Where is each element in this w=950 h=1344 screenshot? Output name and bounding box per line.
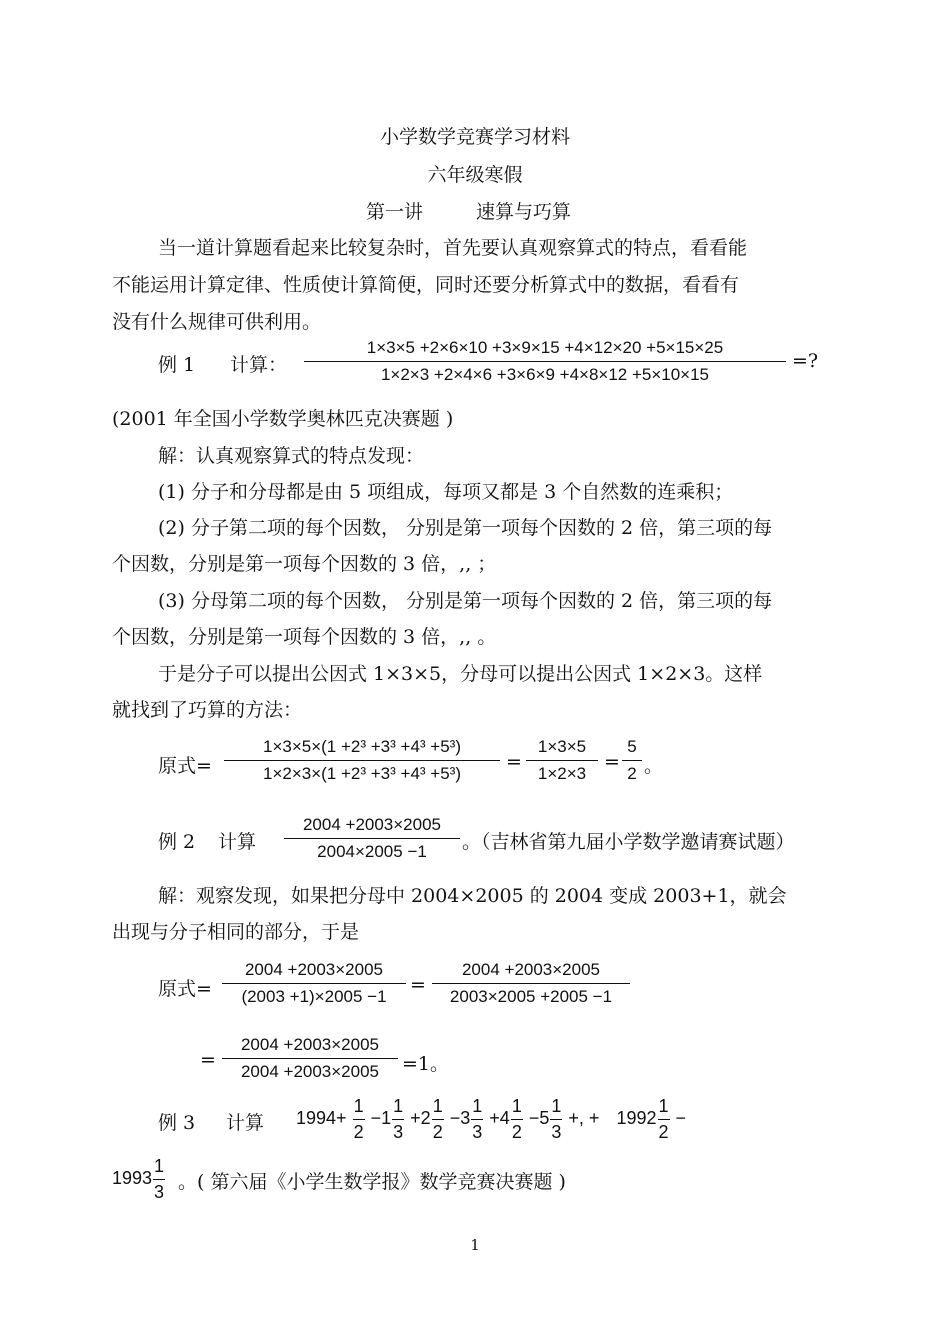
lecture-topic: 速算与巧算 — [476, 201, 572, 223]
term-text: −3 — [449, 1107, 471, 1128]
example-3-source: 。( 第六届《小学生数学报》数学竞赛决赛题 ) — [178, 1171, 566, 1193]
example-1-result-label: 原式= — [158, 755, 212, 777]
equals-sign: = — [604, 751, 620, 773]
example-1-denominator: 1×2×3 +2×4×6 +3×6×9 +4×8×12 +5×10×15 — [380, 365, 710, 384]
example-1-source: (2001 年全国小学数学奥林匹克决赛题 ) — [112, 408, 454, 430]
mixed-fraction: $\frac{1}{3}$ — [393, 1096, 404, 1142]
example-3-expression — [296, 1096, 686, 1142]
mixed-fraction: $\frac{1}{3}$ — [551, 1096, 562, 1142]
example-1-step-2 — [526, 737, 598, 784]
step-3-denominator: 2 — [627, 764, 637, 783]
example-1-point-1: (1) 分子和分母都是由 5 项组成，每项又都是 3 个自然数的连乘积； — [158, 481, 734, 503]
step-3-denominator: 2004 +2003×2005 — [240, 1062, 380, 1081]
equals-sign: = — [506, 751, 522, 773]
mixed-fraction: $\frac{1}{2}$ — [511, 1096, 522, 1142]
example-2-result: =1。 — [402, 1053, 450, 1075]
step-1-numerator: 2004 +2003×2005 — [244, 960, 384, 979]
term-text: +2 — [410, 1107, 431, 1128]
term-text: − — [675, 1107, 687, 1128]
example-1-conclusion-2: 就找到了巧算的方法： — [112, 699, 303, 721]
step-2-denominator: 2003×2005 +2005 −1 — [449, 987, 613, 1006]
term-text: −1 — [370, 1107, 392, 1128]
term-text: 1994+ — [296, 1107, 347, 1128]
example-1-question: =? — [792, 350, 819, 372]
example-2-fraction — [284, 815, 460, 862]
step-1-denominator: 1×2×3×(1 +2³ +3³ +4³ +5³) — [263, 764, 461, 783]
term-text: +4 — [489, 1107, 510, 1128]
example-1-fraction — [304, 338, 786, 385]
step-3-numerator: 5 — [627, 737, 637, 756]
example-2-step-3 — [222, 1035, 398, 1082]
term-text: −5 — [528, 1107, 550, 1128]
mixed-fraction: $\frac{1}{3}$ — [472, 1096, 483, 1142]
example-2-step-2 — [432, 960, 630, 1007]
example-3-expression-cont — [112, 1156, 166, 1202]
mixed-fraction: $\frac{1}{2}$ — [353, 1096, 364, 1142]
intro-line-3: 没有什么规律可供利用。 — [112, 311, 322, 333]
example-1-conclusion-1: 于是分子可以提出公因式 1×3×5，分母可以提出公因式 1×2×3。这样 — [158, 663, 763, 685]
document-subtitle: 六年级寒假 — [427, 164, 523, 186]
example-2-source: 。（吉林省第九届小学数学邀请赛试题） — [462, 831, 795, 853]
example-2-verb: 计算 — [218, 831, 257, 853]
example-1-numerator: 1×3×5 +2×6×10 +3×9×15 +4×12×20 +5×15×25 — [366, 338, 724, 357]
document-title: 小学数学竞赛学习材料 — [379, 126, 570, 148]
example-2-step-1 — [222, 960, 406, 1007]
mixed-fraction: $\frac{1}{2}$ — [658, 1096, 669, 1142]
term-text: 1993 — [112, 1167, 153, 1188]
example-1-point-3-cont: 个因数，分别是第一项每个因数的 3 倍，,, 。 — [112, 626, 497, 648]
example-2-denominator: 2004×2005 −1 — [317, 842, 427, 861]
step-2-numerator: 2004 +2003×2005 — [461, 960, 601, 979]
term-text: +, + — [568, 1107, 600, 1128]
mixed-fraction: $\frac{1}{2}$ — [432, 1096, 443, 1142]
example-2-solution-1: 解：观察发现，如果把分母中 2004×2005 的 2004 变成 2003+1，就会 — [158, 885, 787, 907]
intro-line-1: 当一道计算题看起来比较复杂时，首先要认真观察算式的特点，看看能 — [158, 237, 748, 259]
example-3-verb: 计算 — [226, 1112, 265, 1134]
example-3-label: 例 3 — [158, 1112, 196, 1134]
example-2-solution-2: 出现与分子相同的部分，于是 — [112, 921, 360, 943]
step-1-denominator: (2003 +1)×2005 −1 — [241, 987, 387, 1006]
step-2-denominator: 1×2×3 — [537, 764, 587, 783]
term-text: 1992 — [616, 1107, 657, 1128]
example-1-label: 例 1 — [158, 354, 196, 376]
example-1-solution-intro: 解：认真观察算式的特点发现： — [158, 445, 425, 467]
period: 。 — [644, 755, 664, 777]
example-1-point-2: (2) 分子第二项的每个因数， 分别是第一项每个因数的 2 倍，第三项的每 — [158, 517, 773, 539]
equals-sign: = — [410, 974, 426, 996]
example-1-point-3: (3) 分母第二项的每个因数， 分别是第一项每个因数的 2 倍，第三项的每 — [158, 590, 773, 612]
page-number: 1 — [470, 1236, 480, 1254]
example-1-step-1 — [224, 737, 500, 784]
mixed-fraction: $\frac{1}{3}$ — [154, 1156, 165, 1202]
example-2-result-label: 原式= — [158, 978, 212, 1000]
lecture-number: 第一讲 — [366, 201, 424, 223]
intro-line-2: 不能运用计算定律、性质使计算简便，同时还要分析算式中的数据，看看有 — [112, 274, 740, 296]
example-1-verb: 计算： — [230, 354, 288, 376]
example-1-point-2-cont: 个因数，分别是第一项每个因数的 3 倍，,, ； — [112, 553, 497, 575]
step-2-numerator: 1×3×5 — [537, 737, 587, 756]
step-3-numerator: 2004 +2003×2005 — [240, 1035, 380, 1054]
example-2-label: 例 2 — [158, 831, 196, 853]
step-1-numerator: 1×3×5×(1 +2³ +3³ +4³ +5³) — [263, 737, 461, 756]
example-1-step-3 — [622, 737, 642, 784]
example-2-numerator: 2004 +2003×2005 — [302, 815, 442, 834]
equals-sign: = — [200, 1049, 216, 1071]
